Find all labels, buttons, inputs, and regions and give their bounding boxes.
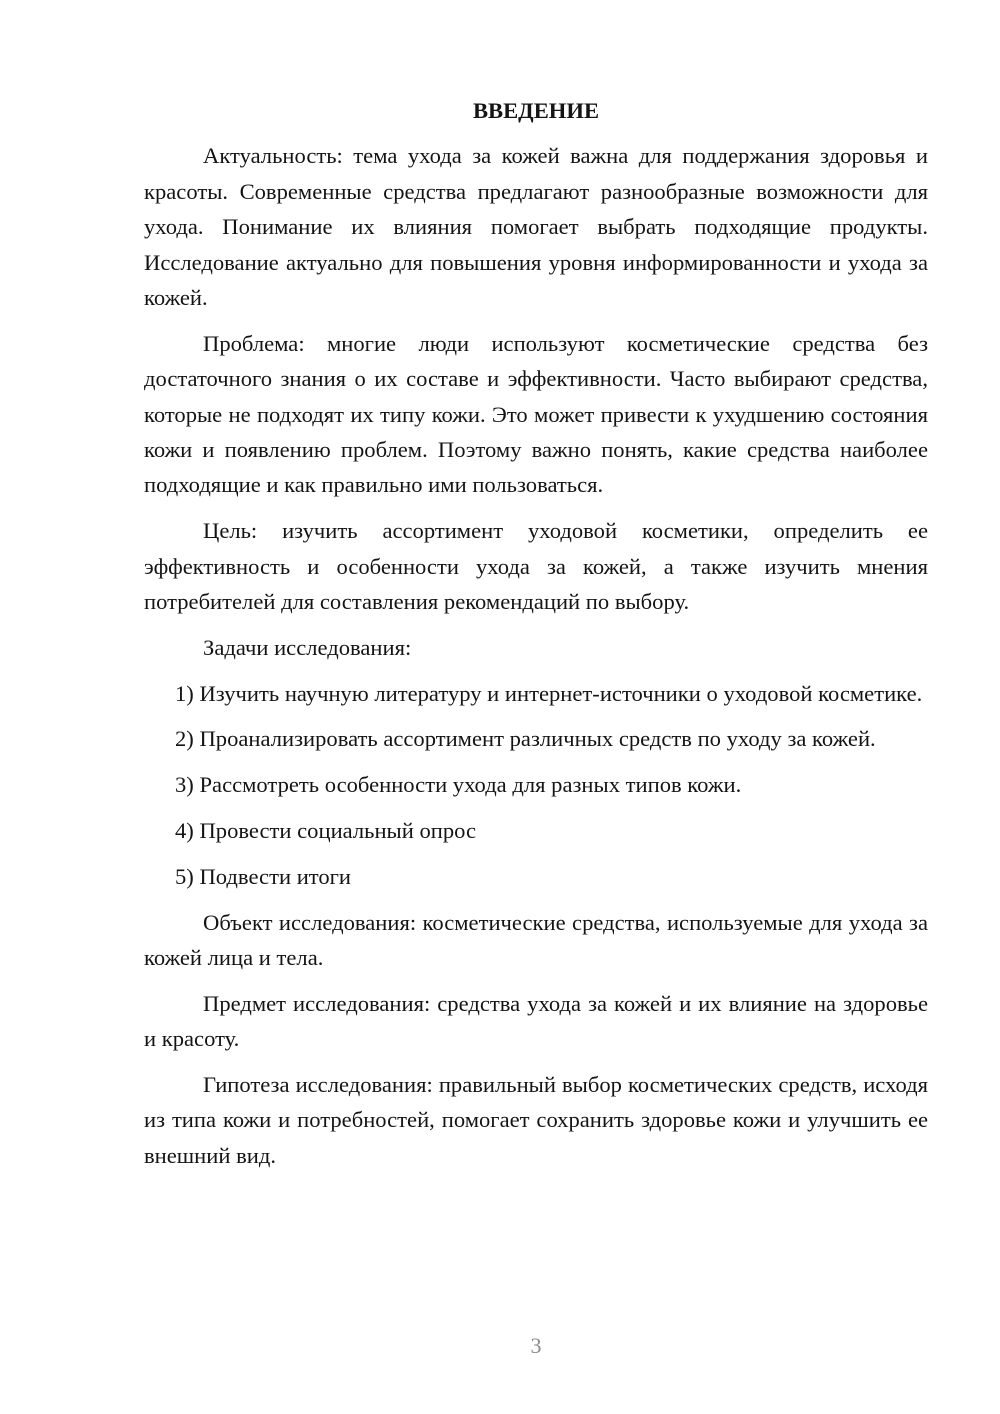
relevance-paragraph: Актуальность: тема ухода за кожей важна для поддержания здоровья и красоты. Современные средства предлагают разнообразные возможности для ухода. Понимание их влияния помогает выбрать подходящие продукты. Исследование актуально для повышения уровня информированности и ухода за кожей. (144, 143, 928, 311)
goal-paragraph: Цель: изучить ассортимент уходовой косметики, определить ее эффективность и особенности ухода за кожей, а также изучить мнения потребителей для составления рекомендаций по выбору. (144, 518, 928, 615)
page-content (144, 93, 928, 1184)
task-item-5: 5) Подвести итоги (175, 863, 352, 889)
page-title: ВВЕДЕНИЕ (472, 98, 600, 123)
page-number: 3 (530, 1333, 542, 1358)
task-item-2: 2) Проанализировать ассортимент различных средств по уходу за кожей. (175, 726, 876, 752)
hypothesis-paragraph: Гипотеза исследования: правильный выбор косметических средств, исходя из типа кожи и потребностей, помогает сохранить здоровье кожи и улучшить ее внешний вид. (144, 1072, 928, 1168)
subject-paragraph: Предмет исследования: средства ухода за кожей и их влияние на здоровье и красоту. (144, 990, 928, 1052)
problem-paragraph: Проблема: многие люди используют косметические средства без достаточного знания о их составе и эффективности. Часто выбирают средства, которые не подходят их типу кожи. Это может привести к ухудшению состояния кожи и появлению проблем. Поэтому важно понять, какие средства наиболее подходящие и как правильно ими пользоваться. (144, 330, 928, 498)
task-item-4: 4) Провести социальный опрос (175, 818, 477, 844)
object-paragraph: Объект исследования: косметические средства, используемые для ухода за кожей лица и тела. (144, 909, 928, 971)
task-item-1: 1) Изучить научную литературу и интернет-источники о уходовой косметике. (175, 680, 923, 706)
tasks-heading: Задачи исследования: (203, 634, 412, 660)
task-item-3: 3) Рассмотреть особенности ухода для разных типов кожи. (175, 772, 742, 798)
